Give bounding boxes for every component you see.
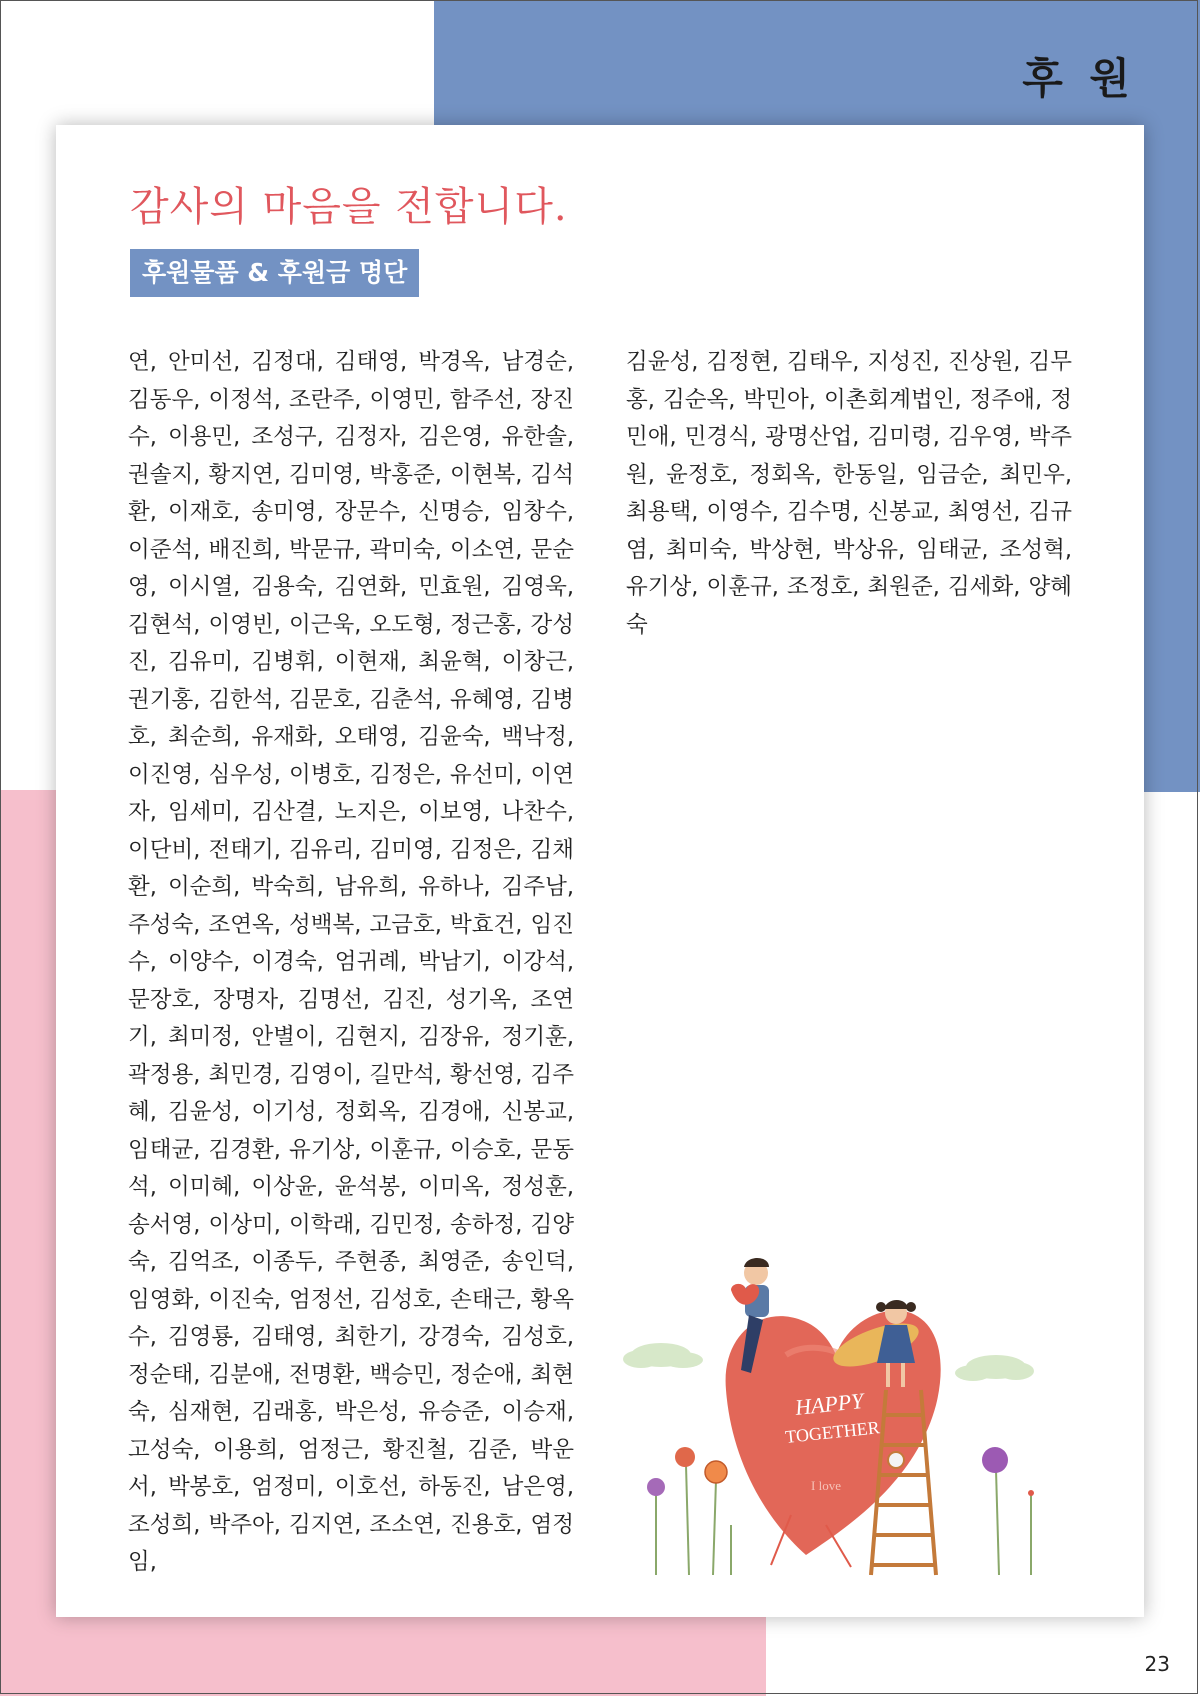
cloud-right (955, 1355, 1034, 1381)
page-number: 23 (1144, 1652, 1170, 1676)
page-heading: 감사의 마음을 전합니다. (130, 184, 568, 230)
donor-list-label: 후원물품 & 후원금 명단 (130, 249, 419, 297)
section-title: 후 원 (1022, 54, 1136, 103)
donor-names-right-column: 김윤성, 김정현, 김태우, 지성진, 진상원, 김무홍, 김순옥, 박민아, 이촌회계법인, 정주애, 정민애, 민경식, 광명산업, 김미령, 김우영, 박주원, 윤정호, 정회옥, 한동일, 임금순, 최민우, 최용택, 이영수, 김수명, 신봉교, 최영선, 김규염, 최미숙, 박상현, 박상유, 임태균, 조성혁, 유기상, 이훈규, 조정호, 최원준, 김세화, 양혜숙 (626, 349, 1072, 638)
happy-together-illustration (611, 1195, 1056, 1655)
heart-text-happy: HAPPY (793, 1387, 865, 1420)
cloud-left (623, 1343, 703, 1368)
heart-text-love: I love (811, 1478, 841, 1493)
donor-names-left-column: 연, 안미선, 김정대, 김태영, 박경옥, 남경순, 김동우, 이정석, 조란주, 이영민, 함주선, 장진수, 이용민, 조성구, 김정자, 김은영, 유한솔, 권솔지, 황지연, 김미영, 박홍준, 이현복, 김석환, 이재호, 송미영, 장문수, 신명승, 임창수, 이준석, 배진희, 박문규, 곽미숙, 이소연, 문순영, 이시열, 김용숙, 김연화, 민효원, 김영욱, 김현석, 이영빈, 이근욱, 오도형, 정근홍, 강성진, 김유미, 김병휘, 이현재, 최윤혁, 이창근, 권기홍, 김한석, 김문호, 김춘석, 유혜영, 김병호, 최순희, 유재화, 오태영, 김윤숙, 백낙정, 이진영, 심우성, 이병호, 김정은, 유선미, 이연자, 임세미, 김산결, 노지은, 이보영, 나찬수, 이단비, 전태기, 김유리, 김미영, 김정은, 김채환, 이순희, 박숙희, 남유희, 유하나, 김주남, 주성숙, 조연옥, 성백복, 고금호, 박효건, 임진수, 이양수, 이경숙, 엄귀례, 박남기, 이강석, 문장호, 장명자, 김명선, 김진, 성기옥, 조연기, 최미정, 안별이, 김현지, 김장유, 정기훈, 곽정용, 최민경, 김영이, 길만석, 황선영, 김주혜, 김윤성, 이기성, 정회옥, 김경애, 신봉교, 임태균, 김경환, 유기상, 이훈규, 이승호, 문동석, 이미혜, 이상윤, 윤석봉, 이미옥, 정성훈, 송서영, 이상미, 이학래, 김민정, 송하정, 김양숙, 김억조, 이종두, 주현종, 최영준, 송인덕, 임영화, 이진숙, 엄정선, 김성호, 손태근, 황옥수, 김영룡, 김태영, 최한기, 강경숙, 김성호, 정순태, 김분애, 전명환, 백승민, 정순애, 최현숙, 심재현, 김래홍, 박은성, 유승준, 이승재, 고성숙, 이용희, 엄정근, 황진철, 김준, 박운서, 박봉호, 엄정미, 이호선, 하동진, 남은영, 조성희, 박주아, 김지연, 조소연, 진용호, 염정임, (128, 349, 574, 1575)
heart-text-together: TOGETHER (784, 1417, 881, 1447)
content-card (56, 125, 1144, 1617)
